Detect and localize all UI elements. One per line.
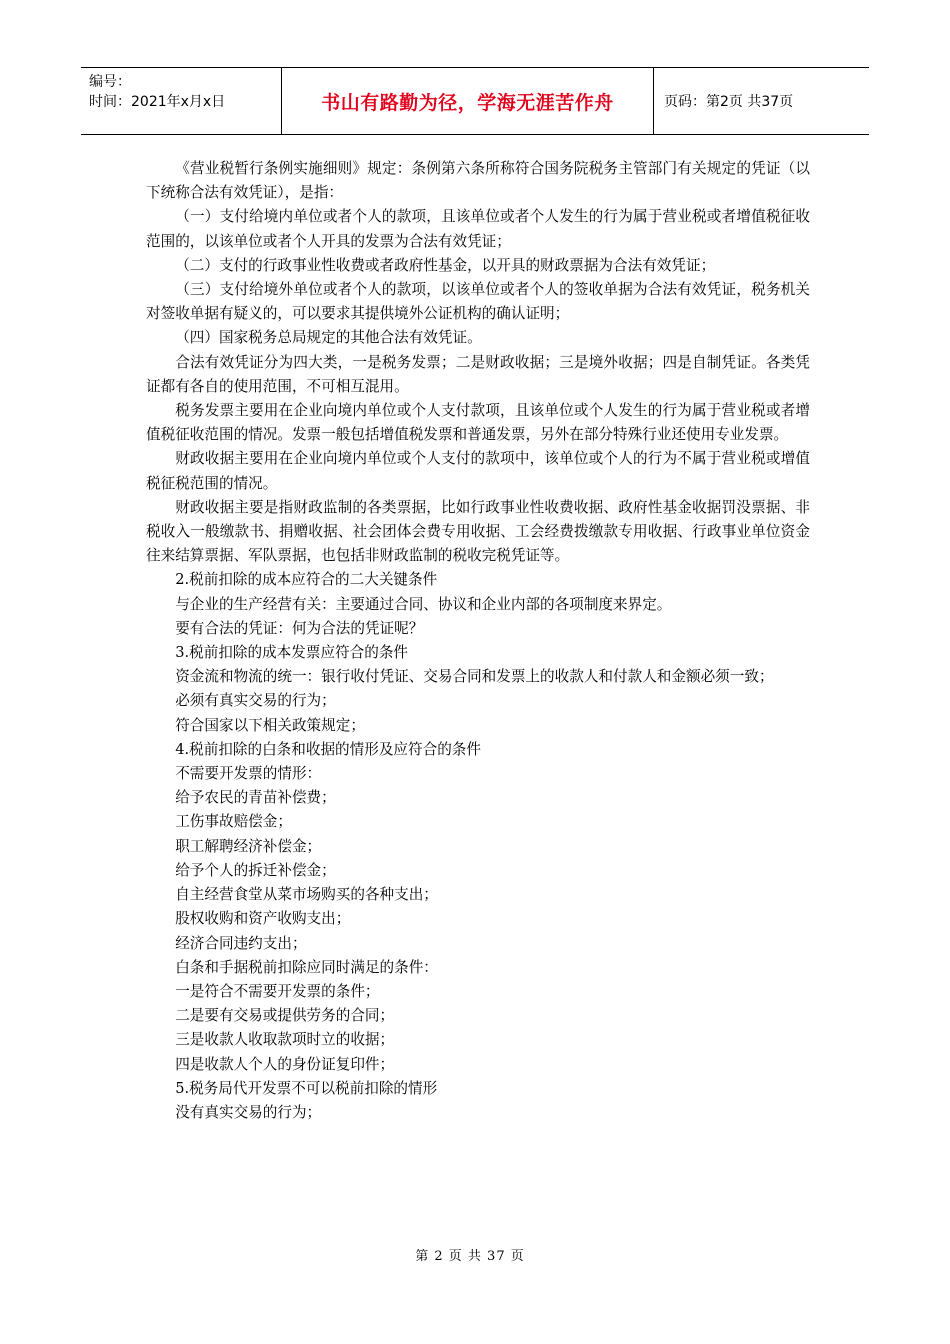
paragraph: （三）支付给境外单位或者个人的款项，以该单位或者个人的签收单据为合法有效凭证，税务机关对签收单据有疑义的，可以要求其提供境外公证机构的确认证明； bbox=[146, 281, 810, 323]
list-item: 二是要有交易或提供劳务的合同； bbox=[175, 1007, 395, 1025]
document-body bbox=[146, 157, 810, 1125]
paragraph: 不需要开发票的情形： bbox=[175, 765, 322, 783]
section-heading: 3.税前扣除的成本发票应符合的条件 bbox=[175, 644, 409, 662]
paragraph: 必须有真实交易的行为； bbox=[175, 692, 336, 710]
paragraph: 财政收据主要是指财政监制的各类票据，比如行政事业性收费收据、政府性基金收据罚没票据、非税收入一般缴款书、捐赠收据、社会团体会费专用收据、工会经费拨缴款专用收据、行政事业单位资金往来结算票据、军队票据，也包括非财政监制的税收完税凭证等。 bbox=[146, 498, 810, 565]
paragraph: （一）支付给境内单位或者个人的款项，且该单位或者个人发生的行为属于营业税或者增值税征收范围的，以该单位或者个人开具的发票为合法有效凭证； bbox=[146, 208, 810, 250]
list-item: 股权收购和资产收购支出； bbox=[175, 910, 351, 928]
list-item: 一是符合不需要开发票的条件； bbox=[175, 982, 380, 1000]
paragraph: 财政收据主要用在企业向境内单位或个人支付的款项中，该单位或个人的行为不属于营业税或增值税征税范围的情况。 bbox=[146, 450, 810, 492]
header-meta bbox=[81, 68, 282, 134]
paragraph: 《营业税暂行条例实施细则》规定：条例第六条所称符合国务院税务主管部门有关规定的凭证（以下统称合法有效凭证），是指： bbox=[146, 160, 810, 202]
paragraph: 合法有效凭证分为四大类，一是税务发票；二是财政收据；三是境外收据；四是自制凭证。各类凭证都有各自的使用范围，不可相互混用。 bbox=[146, 353, 810, 395]
header-motto: 书山有路勤为径，学海无涯苦作舟 bbox=[282, 68, 654, 134]
section-heading: 4.税前扣除的白条和收据的情形及应符合的条件 bbox=[175, 740, 481, 758]
page-header bbox=[81, 67, 869, 135]
code-label: 编号： bbox=[89, 74, 131, 90]
paragraph: 白条和手据税前扣除应同时满足的条件： bbox=[175, 958, 438, 976]
header-page-info: 页码：第2页 共37页 bbox=[664, 94, 794, 110]
page-footer: 第 2 页 共 37 页 bbox=[415, 1249, 525, 1264]
paragraph: （二）支付的行政事业性收费或者政府性基金，以开具的财政票据为合法有效凭证； bbox=[175, 256, 716, 274]
list-item: 给予农民的青苗补偿费； bbox=[175, 789, 336, 807]
paragraph: （四）国家税务总局规定的其他合法有效凭证。 bbox=[175, 329, 482, 347]
paragraph: 与企业的生产经营有关：主要通过合同、协议和企业内部的各项制度来界定。 bbox=[175, 595, 672, 613]
paragraph: 资金流和物流的统一：银行收付凭证、交易合同和发票上的收款人和付款人和金额必须一致； bbox=[175, 668, 774, 686]
section-heading: 5.税务局代开发票不可以税前扣除的情形 bbox=[175, 1079, 438, 1097]
list-item: 自主经营食堂从菜市场购买的各种支出； bbox=[175, 886, 438, 904]
list-item: 给予个人的拆迁补偿金； bbox=[175, 861, 336, 879]
paragraph: 税务发票主要用在企业向境内单位或个人支付款项，且该单位或个人发生的行为属于营业税或者增值税征收范围的情况。发票一般包括增值税发票和普通发票，另外在部分特殊行业还使用专业发票。 bbox=[146, 402, 810, 444]
section-heading: 2.税前扣除的成本应符合的二大关键条件 bbox=[175, 571, 438, 589]
paragraph: 符合国家以下相关政策规定； bbox=[175, 716, 365, 734]
list-item: 职工解聘经济补偿金； bbox=[175, 837, 322, 855]
list-item: 工伤事故赔偿金； bbox=[175, 813, 292, 831]
list-item: 四是收款人个人的身份证复印件； bbox=[175, 1055, 395, 1073]
list-item: 经济合同违约支出； bbox=[175, 934, 307, 952]
paragraph: 要有合法的凭证：何为合法的凭证呢？ bbox=[175, 619, 424, 637]
date-label: 时间：2021年x月x日 bbox=[89, 94, 226, 110]
list-item: 没有真实交易的行为； bbox=[175, 1103, 322, 1121]
list-item: 三是收款人收取款项时立的收据； bbox=[175, 1031, 395, 1049]
